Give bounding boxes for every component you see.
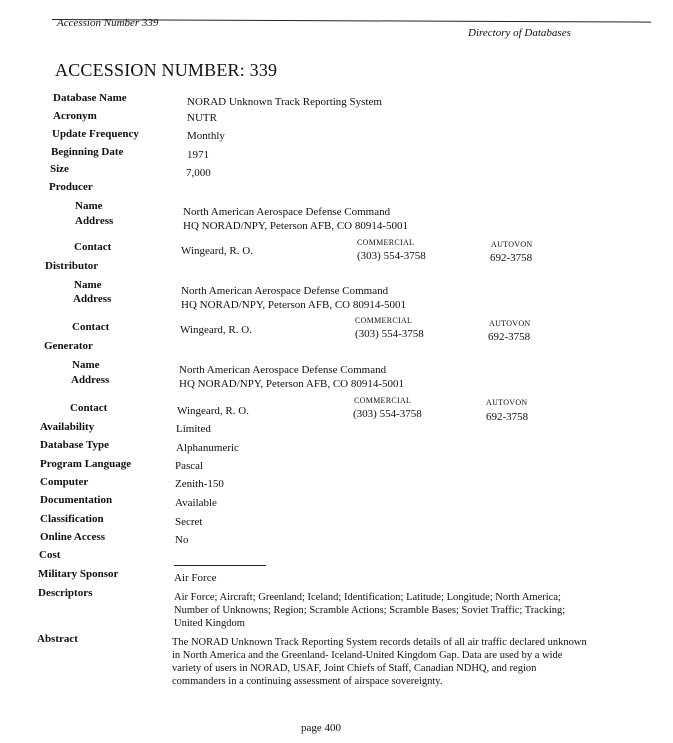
computer-value: Zenith-150 [175, 478, 224, 490]
documentation-value: Available [175, 497, 217, 509]
producer-address-value: HQ NORAD/NPY, Peterson AFB, CO 80914-5001 [183, 220, 409, 232]
documentation-label: Documentation [40, 494, 113, 506]
acronym-value: NUTR [187, 112, 217, 124]
descriptors-value: Air Force; Aircraft; Greenland; Iceland; Identification; Latitude; Longitude; North America; Number of Unknowns; Region; Scramble Actions; Scramble Bases; Soviet Traffic; Tracking; United Kingdom [174, 592, 566, 629]
database-name-value: NORAD Unknown Track Reporting System [187, 96, 382, 108]
distributor-contact-label: Contact [72, 321, 110, 333]
generator-name-label: Name [72, 359, 100, 371]
producer-heading: Producer [49, 181, 93, 193]
distributor-address-value: HQ NORAD/NPY, Peterson AFB, CO 80914-5001 [181, 299, 407, 311]
program-language-label: Program Language [40, 458, 132, 470]
distributor-autovon-label: AUTOVON [489, 319, 531, 328]
producer-autovon-label: AUTOVON [491, 240, 533, 249]
producer-name-label: Name [75, 200, 103, 212]
distributor-name-label: Name [74, 279, 102, 291]
generator-contact-value: Wingeard, R. O. [177, 405, 249, 417]
online-access-value: No [175, 534, 189, 546]
cost-label: Cost [39, 549, 61, 561]
size-label: Size [50, 163, 69, 175]
producer-contact-label: Contact [74, 241, 112, 253]
producer-commercial-label: COMMERCIAL [357, 238, 415, 247]
online-access-label: Online Access [40, 531, 106, 543]
page-title: ACCESSION NUMBER: 339 [55, 60, 278, 80]
running-header-left: Accession Number 339 [57, 17, 159, 29]
program-language-value: Pascal [175, 460, 204, 472]
generator-autovon-label: AUTOVON [486, 398, 528, 407]
database-type-value: Alphanumeric [176, 442, 239, 454]
generator-heading: Generator [44, 340, 93, 352]
distributor-commercial-label: COMMERCIAL [355, 316, 413, 325]
update-frequency-label: Update Frequency [52, 128, 139, 140]
running-header-right: Directory of Databases [468, 27, 571, 39]
availability-value: Limited [176, 423, 211, 435]
database-type-label: Database Type [40, 439, 109, 451]
generator-address-value: HQ NORAD/NPY, Peterson AFB, CO 80914-5001 [179, 378, 405, 390]
abstract-value: The NORAD Unknown Track Reporting System records details of all air traffic declared unknown in North America and the Greenland- Iceland-United Kingdom Gap. Data are used by a wide variety of users in NORAD, USAF, Joint Chiefs of Staff, Canadian NDHQ, and region commanders in a continuing assessment of airspace sovereignty. [172, 637, 587, 687]
distributor-autovon-phone: 692-3758 [488, 331, 531, 343]
producer-autovon-phone: 692-3758 [490, 252, 533, 264]
cost-underline [174, 565, 266, 566]
generator-name-value: North American Aerospace Defense Command [179, 364, 387, 376]
page-number: page 400 [301, 722, 342, 734]
distributor-address-label: Address [73, 293, 112, 305]
military-sponsor-value: Air Force [174, 572, 217, 584]
classification-label: Classification [40, 513, 104, 525]
acronym-label: Acronym [53, 110, 97, 122]
distributor-heading: Distributor [45, 260, 99, 272]
abstract-label: Abstract [37, 633, 78, 645]
generator-address-label: Address [71, 374, 110, 386]
size-value: 7,000 [186, 167, 211, 179]
beginning-date-label: Beginning Date [51, 146, 124, 158]
producer-contact-value: Wingeard, R. O. [181, 245, 253, 257]
producer-commercial-phone: (303) 554-3758 [357, 250, 426, 262]
computer-label: Computer [40, 476, 89, 488]
classification-value: Secret [175, 516, 203, 528]
availability-label: Availability [40, 421, 95, 433]
distributor-contact-value: Wingeard, R. O. [180, 324, 252, 336]
update-frequency-value: Monthly [187, 130, 225, 142]
beginning-date-value: 1971 [187, 149, 209, 161]
military-sponsor-label: Military Sponsor [38, 568, 119, 580]
producer-address-label: Address [75, 215, 114, 227]
generator-autovon-phone: 692-3758 [486, 411, 529, 423]
generator-contact-label: Contact [70, 402, 108, 414]
generator-commercial-phone: (303) 554-3758 [353, 408, 422, 420]
producer-name-value: North American Aerospace Defense Command [183, 206, 391, 218]
distributor-name-value: North American Aerospace Defense Command [181, 285, 389, 297]
distributor-commercial-phone: (303) 554-3758 [355, 328, 424, 340]
generator-commercial-label: COMMERCIAL [354, 396, 412, 405]
database-name-label: Database Name [53, 92, 127, 104]
descriptors-label: Descriptors [38, 587, 93, 599]
